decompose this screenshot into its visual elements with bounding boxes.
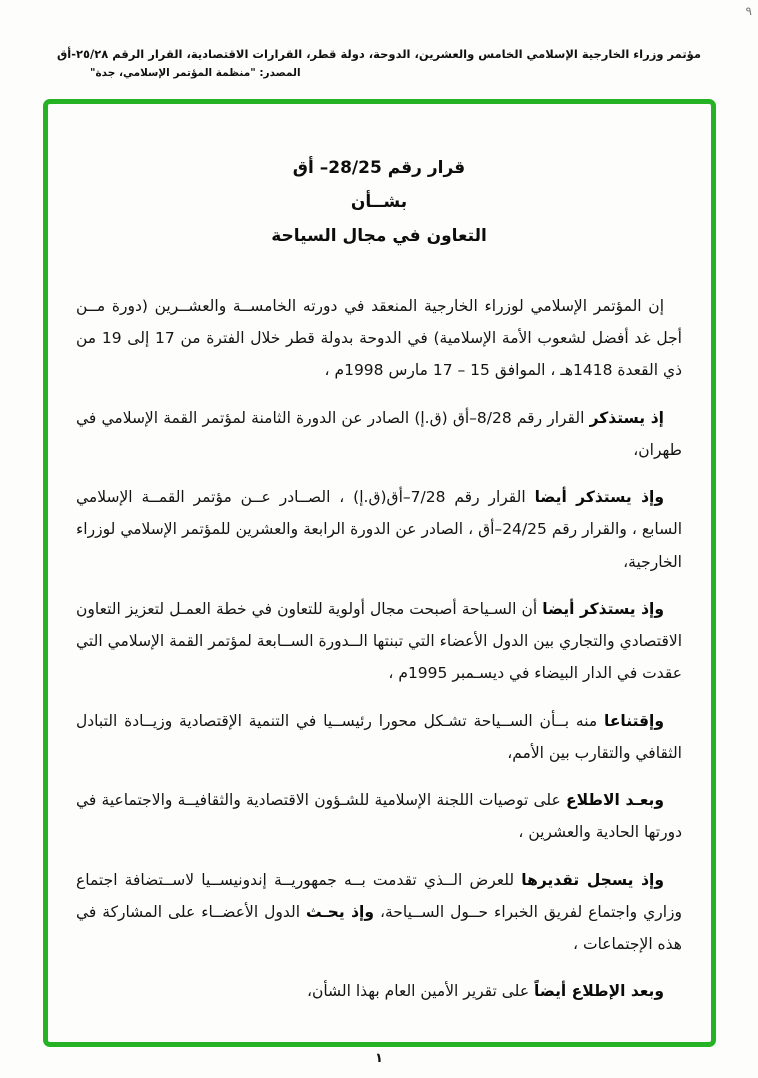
paragraph-lead: وبعـد الاطلاع bbox=[566, 791, 664, 810]
paragraph-text: القرار رقم 8/28–أق (ق.إ) الصادر عن الدورة الثامنة لمؤتمر القمة الإسلامي في طهران، bbox=[76, 408, 682, 459]
paragraph-lead: إذ يستذكر bbox=[589, 408, 664, 427]
paragraph bbox=[76, 975, 682, 1007]
paragraph-lead: وإذ يستذكر أيضا bbox=[542, 599, 664, 618]
paragraph-lead: وإذ يسجل تقديرها bbox=[521, 870, 664, 889]
paragraph bbox=[76, 481, 682, 578]
paragraph-lead: وبعد الإطلاع أيضاً bbox=[534, 982, 664, 1001]
paragraph-text: منه بــأن الســياحة تشـكل محورا رئيســيا في التنمية الإقتصادية وزيــادة التبادل الثقافي والتقارب بين الأمم، bbox=[76, 711, 682, 762]
paragraph bbox=[76, 705, 682, 769]
paragraph-lead-2: وإذ يحـث bbox=[305, 902, 374, 921]
regarding-title: بشــأن bbox=[350, 192, 408, 212]
paragraph bbox=[76, 784, 682, 848]
paragraph bbox=[76, 864, 682, 961]
paragraph-text: على توصيات اللجنة الإسلامية للشـؤون الاقتصادية والثقافيــة والاجتماعية في دورتها الحادية والعشرين ، bbox=[76, 791, 682, 842]
paragraph bbox=[76, 593, 682, 690]
handwritten-corner-mark: ٩ bbox=[745, 4, 752, 18]
resolution-body bbox=[76, 290, 682, 1007]
paragraph-lead: وإذ يستذكر أيضا bbox=[534, 488, 664, 507]
paragraph-lead: وإقتناعا bbox=[604, 711, 664, 730]
paragraph bbox=[76, 402, 682, 466]
paragraph-text: إن المؤتمر الإسلامي لوزراء الخارجية المنعقد في دورته الخامســة والعشــرين (دورة مــن أجل غد أفضل لشعوب الأمة الإسلامية) في الدوحة بدولة قطر خلال الفترة من 17 إلى 19 من ذي القعدة 1418هـ ، الموافق 15 – 17 مارس 1998م ، bbox=[76, 297, 682, 380]
paragraph-text: أن السـياحة أصبحت مجال أولوية للتعاون في خطة العمـل لتعزيز التعاون الاقتصادي والتجاري بين الدول الأعضاء التي تبنتها الــدورة الســابعة لمؤتمر القمة الإسلامي التي عقدت في الدار البيضاء في ديسـمبر 1995م ، bbox=[76, 599, 682, 683]
page-number: ١ bbox=[375, 1051, 383, 1066]
paragraph-text-2: الدول الأعضــاء على المشاركة في هذه الإجتماعات ، bbox=[76, 902, 682, 953]
subject-title: التعاون في مجال السياحة bbox=[271, 226, 487, 246]
document-source-line: المصدر: "منظمة المؤتمر الإسلامي، جدة" bbox=[90, 67, 301, 79]
paragraph-text: القرار رقم 7/28–أق(ق.إ) ، الصــادر عــن مؤتمر القمــة الإسلامي السابع ، والقرار رقم 24/25–أق ، الصادر عن الدورة الرابعة والعشرين للمؤتمر الإسلامي لوزراء الخارجية، bbox=[76, 488, 682, 571]
paragraph-text: على تقرير الأمين العام بهذا الشأن، bbox=[306, 982, 534, 1001]
paragraph-text: للعرض الــذي تقدمت بــه جمهوريــة إندونيســيا لاســتضافة اجتماع وزاري واجتماع لفريق الخبراء حــول الســياحة، bbox=[76, 870, 682, 921]
document-header-line: مؤتمر وزراء الخارجية الإسلامي الخامس والعشرين، الدوحة، دولة قطر، القرارات الاقتصادية، القرار الرقم ٢٥/٢٨-أق bbox=[56, 47, 701, 61]
resolution-number-title: قرار رقم 28/25– أق bbox=[292, 158, 466, 178]
document-content bbox=[48, 104, 710, 1042]
paragraph bbox=[76, 290, 682, 387]
